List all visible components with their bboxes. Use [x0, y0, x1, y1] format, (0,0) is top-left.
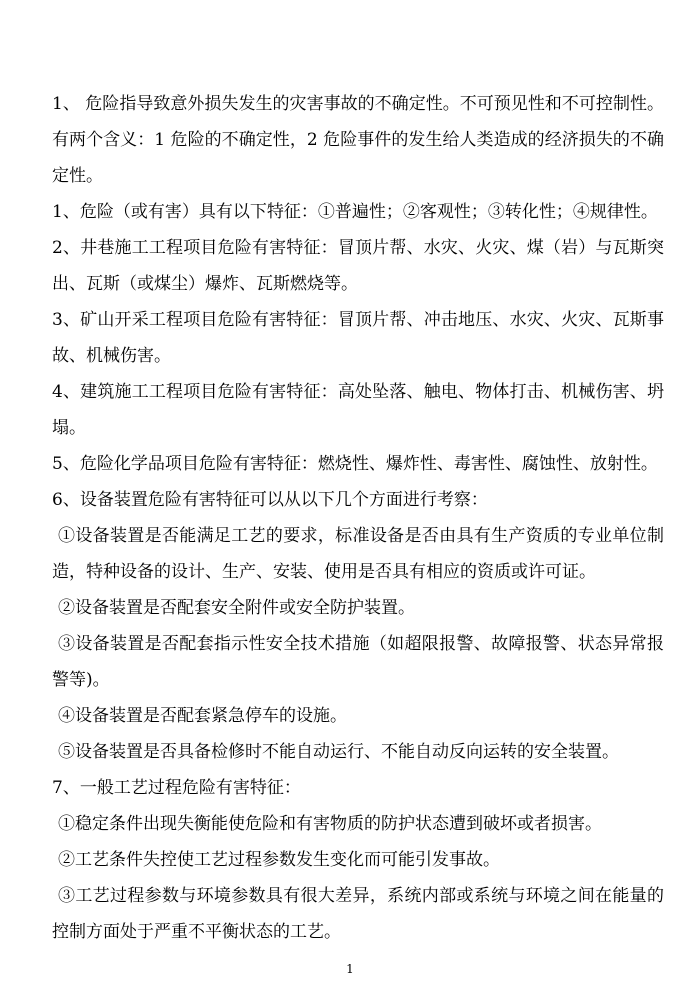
paragraph-item-6-sub-2: ②设备装置是否配套安全附件或安全防护装置。 [58, 598, 415, 618]
paragraph-item-3: 3、矿山开采工程项目危险有害特征：冒顶片帮、冲击地压、水灾、火灾、瓦斯事故、机械伤害。 [52, 310, 664, 366]
paragraph-item-4: 4、建筑施工工程项目危险有害特征：高处坠落、触电、物体打击、机械伤害、坍塌。 [52, 382, 664, 438]
paragraph-item-6-sub-1: ①设备装置是否能满足工艺的要求，标准设备是否由具有生产资质的专业单位制造，特种设备的设计、生产、安装、使用是否具有相应的资质或许可证。 [52, 526, 664, 582]
paragraph-item-6: 6、设备装置危险有害特征可以从以下几个方面进行考察： [52, 490, 488, 510]
page-number: 1 [346, 962, 354, 976]
paragraph-item-6-sub-3: ③设备装置是否配套指示性安全技术措施（如超限报警、故障报警、状态异常报警等)。 [52, 634, 664, 690]
document-body [52, 86, 664, 950]
paragraph-definition: 1、 危险指导致意外损失发生的灾害事故的不确定性。不可预见性和不可控制性。有两个含义：1 危险的不确定性，2 危险事件的发生给人类造成的经济损失的不确定性。 [52, 94, 664, 186]
paragraph-item-7-sub-1: ①稳定条件出现失衡能使危险和有害物质的防护状态遭到破坏或者损害。 [58, 814, 602, 834]
paragraph-item-1: 1、危险（或有害）具有以下特征：①普遍性；②客观性；③转化性；④规律性。 [52, 202, 658, 222]
paragraph-item-5: 5、危险化学品项目危险有害特征：燃烧性、爆炸性、毒害性、腐蚀性、放射性。 [52, 454, 658, 474]
paragraph-item-7-sub-3: ③工艺过程参数与环境参数具有很大差异，系统内部或系统与环境之间在能量的控制方面处于严重不平衡状态的工艺。 [52, 886, 664, 942]
paragraph-item-2: 2、井巷施工工程项目危险有害特征：冒顶片帮、水灾、火灾、煤（岩）与瓦斯突出、瓦斯（或煤尘）爆炸、瓦斯燃烧等。 [52, 238, 664, 294]
paragraph-item-7-sub-2: ②工艺条件失控使工艺过程参数发生变化而可能引发事故。 [58, 850, 500, 870]
paragraph-item-6-sub-4: ④设备装置是否配套紧急停车的设施。 [58, 706, 347, 726]
paragraph-item-7: 7、一般工艺过程危险有害特征： [52, 778, 301, 798]
paragraph-item-6-sub-5: ⑤设备装置是否具备检修时不能自动运行、不能自动反向运转的安全装置。 [58, 742, 619, 762]
